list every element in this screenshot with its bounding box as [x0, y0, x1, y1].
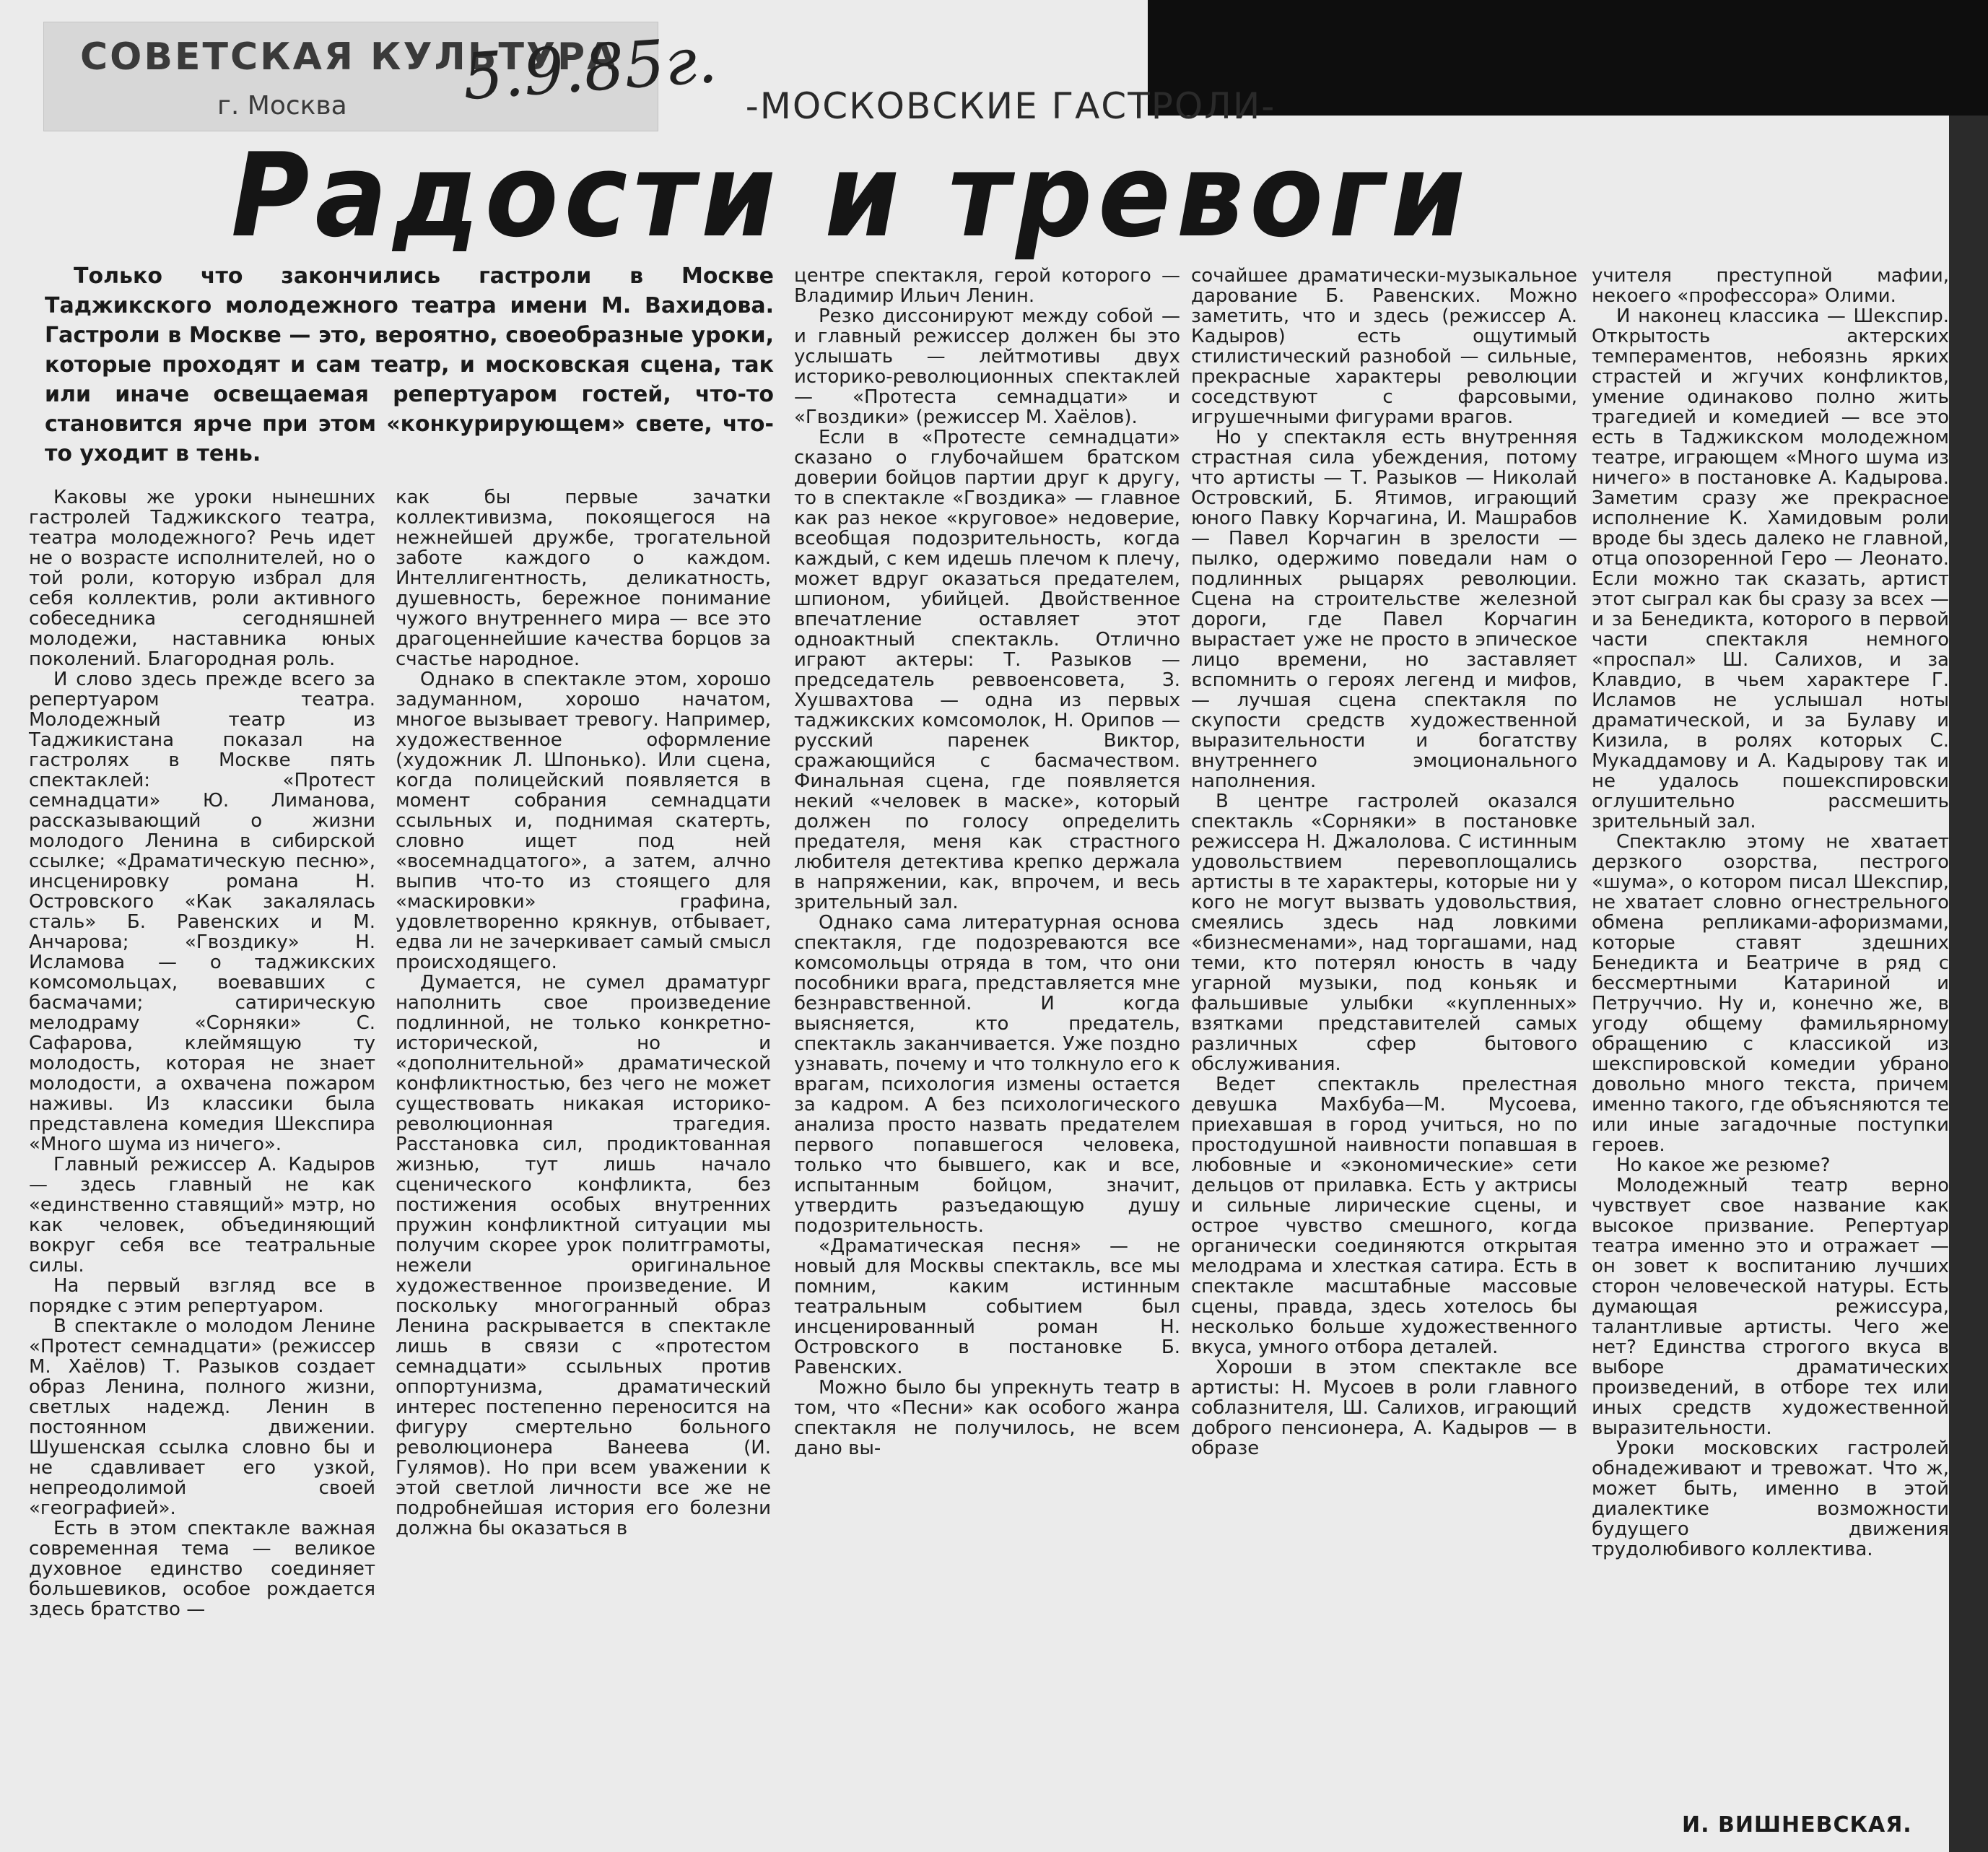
scan-edge	[1949, 116, 1988, 1852]
paragraph: На первый взгляд все в порядке с этим репертуаром.	[29, 1275, 375, 1317]
paragraph: Однако в спектакле этом, хорошо задуманном, хорошо начатом, многое вызывает тревогу. Например, художественное оформление (художник Л. Шпонько). Или сцена, когда полицейский появляется в момент собрания семнадцати ссыльных и, поднимая скатерть, словно ищет под ней «восемнадцатого», а затем, алчно выпив что-то из стоящего для «маскировки» графина, удовлетворенно крякнув, отбывает, едва ли не зачеркивает самый смысл происходящего.	[396, 669, 771, 973]
paragraph: центре спектакля, герой которого — Владимир Ильич Ленин.	[794, 265, 1180, 307]
paragraph: как бы первые зачатки коллективизма, покоящегося на нежнейшей дружбе, трогательной заботе каждого о каждом. Интеллигентность, деликатность, душевность, бережное понимание чужого внутреннего мира — все это драгоценнейшие качества борцов за счастье народное.	[396, 487, 771, 670]
paragraph: Хороши в этом спектакле все артисты: Н. Мусоев в роли главного соблазнителя, Ш. Салихов, играющий доброго пенсионера, А. Кадыров — в образе	[1191, 1357, 1577, 1459]
rubric: -МОСКОВСКИЕ ГАСТРОЛИ-	[745, 85, 1276, 127]
paragraph: Ведет спектакль прелестная девушка Махбуба—М. Мусоева, приехавшая в город учиться, но по простодушной наивности попавшая в любовные и «экономические» сети дельцов от прилавка. Есть у актрисы и сильные лирические сцены, и острое чувство смешного, когда органически соединяются открытая мелодрама и хлесткая сатира. Есть в спектакле масштабные массовые сцены, правда, здесь хотелось бы несколько больше художественного вкуса, умного отбора деталей.	[1191, 1074, 1577, 1358]
paragraph: Спектаклю этому не хватает дерзкого озорства, пестрого «шума», о котором писал Шекспир, не хватает словно огнестрельного обмена репликами-афоризмами, которые ставят здешних Бенедикта и Беатриче в ряд с бессмертными Катариной и Петруччио. Ну и, конечно же, в угоду общему фамильярному обращению с классикой из шекспировской комедии убрано довольно много текста, причем именно такого, где объясняются те или иные загадочные поступки героев.	[1592, 831, 1949, 1156]
lead-paragraph: Только что закончились гастроли в Москве Таджикского молодежного театра имени М. Вахидова. Гастроли в Москве — это, вероятно, своеобразные уроки, которые проходят и сам театр, и московская сцена, так или иначе освещаемая репертуаром гостей, что-то становится ярче при этом «конкурирующем» свете, что-то уходит в тень.	[45, 264, 774, 466]
paragraph: Если в «Протесте семнадцати» сказано о глубочайшем братском доверии бойцов партии друг к другу, то в спектакле «Гвоздика» — главное как раз некое «круговое» недоверие, всеобщая подозрительность, когда каждый, с кем идешь плечом к плечу, может вдруг оказаться предателем, шпионом, убийцей. Двойственное впечатление оставляет этот одноактный спектакль. Отлично играют актеры: Т. Разыков — председатель реввоенсовета, З. Хушвахтова — одна из первых таджикских комсомолок, Н. Орипов — русский паренек Виктор, сражающийся с басмачеством. Финальная сцена, где появляется некий «человек в маске», который должен по голосу определить предателя, меня как страстного любителя детектива крепко держала в напряжении, как, впрочем, и весь зрительный зал.	[794, 427, 1180, 913]
newspaper-city: г. Москва	[217, 91, 347, 121]
paragraph: Главный режиссер А. Кадыров — здесь главный не как «единственно ставящий» мэтр, но как человек, объединяющий вокруг себя все театральные силы.	[29, 1154, 375, 1277]
column-5	[1592, 266, 1949, 1560]
paragraph: Можно было бы упрекнуть театр в том, что «Песни» как особого жанра спектакля не получилось, не всем дано вы-	[794, 1377, 1180, 1459]
column-3	[794, 266, 1180, 1458]
column-1	[29, 487, 375, 1620]
paragraph: учителя преступной мафии, некоего «профессора» Олими.	[1592, 265, 1949, 307]
paragraph: «Драматическая песня» — не новый для Москвы спектакль, все мы помним, каким истинным театральным событием был инсценированный роман Н. Островского в постановке Б. Равенских.	[794, 1235, 1180, 1378]
newspaper-name: СОВЕТСКАЯ КУЛЬТУРА	[80, 35, 619, 79]
paragraph: Есть в этом спектакле важная современная тема — великое духовное единство соединяет большевиков, особое рождается здесь братство —	[29, 1518, 375, 1620]
paragraph: Резко диссонируют между собой — и главный режиссер должен бы это услышать — лейтмотивы двух историко-революционных спектаклей — «Протеста семнадцати» и «Гвоздики» (режиссер М. Хаёлов).	[794, 305, 1180, 428]
paragraph: И наконец классика — Шекспир. Открытость актерских темпераментов, небоязнь ярких страстей и жгучих конфликтов, умение одинаково полно жить трагедией и комедией — все это есть в Таджикском молодежном театре, играющем «Много шума из ничего» в постановке А. Кадырова. Заметим сразу же прекрасное исполнение К. Хамидовым роли вроде бы здесь далеко не главной, отца опозоренной Геро — Леонато. Если можно так сказать, артист этот сыграл как бы сразу за всех — и за Бенедикта, которого в первой части спектакля немного «проспал» Ш. Салихов, и за Клавдио, в чьем характере Г. Исламов не услышал ноты драматической, и за Булаву и Кизила, в ролях которых С. Мукаддамову и А. Кадырову так и не удалось пошекспировски оглушительно рассмешить зрительный зал.	[1592, 305, 1949, 832]
headline: Радости и тревоги	[231, 129, 1471, 263]
column-4	[1191, 266, 1577, 1458]
paragraph: Уроки московских гастролей обнадеживают и тревожат. Что ж, может быть, именно в этой диалектике возможности будущего движения трудолюбивого коллектива.	[1592, 1438, 1949, 1560]
paragraph: Но какое же резюме?	[1616, 1155, 1831, 1176]
paragraph: И слово здесь прежде всего за репертуаром театра. Молодежный театр из Таджикистана показал на гастролях в Москве пять спектаклей: «Протест семнадцати» Ю. Лиманова, рассказывающий о жизни молодого Ленина в сибирской ссылке; «Драматическую песню», инсценировку романа Н. Островского «Как закалялась сталь» Б. Равенских и М. Анчарова; «Гвоздику» Н. Исламова — о таджикских комсомольцах, воевавших с басмачами; сатирическую мелодраму «Сорняки» С. Сафарова, клеймящую ту молодость, которая не знает молодости, а охвачена пожаром наживы. Из классики была представлена комедия Шекспира «Много шума из ничего».	[29, 669, 375, 1155]
paragraph: Молодежный театр верно чувствует свое название как высокое призвание. Репертуар театра именно это и отражает — он зовет к воспитанию лучших сторон человеческой натуры. Есть думающая режиссура, талантливые артисты. Чего же нет? Единства строгого вкуса в выборе драматических произведений, в отборе тех или иных средств художественной выразительности.	[1592, 1175, 1949, 1439]
paragraph: Думается, не сумел драматург наполнить свое произведение подлинной, не только конкретно-исторической, но и «дополнительной» драматической конфликтностью, без чего не может существовать никакая историко-революционная трагедия. Расстановка сил, продиктованная жизнью, тут лишь начало сценического конфликта, без постижения особых внутренних пружин конфликтной ситуации мы получим скорее урок политграмоты, нежели оригинальное художественное произведение. И поскольку многогранный образ Ленина раскрывается в спектакле лишь в связи с «протестом семнадцати» ссыльных против оппортунизма, драматический интерес постепенно переносится на фигуру смертельно больного революционера Ванеева (И. Гулямов). Но при всем уважении к этой светлой личности все же не подробнейшая история его болезни должна бы оказаться в	[396, 972, 771, 1539]
author-signature: И. ВИШНЕВСКАЯ.	[1682, 1812, 1912, 1838]
paragraph: Однако сама литературная основа спектакля, где подозреваются все комсомольцы отряда в том, что они пособники врага, представляется мне безнравственной. И когда выясняется, кто предатель, спектакль заканчивается. Уже поздно узнавать, почему и что толкнуло его к врагам, психология измены остается за кадром. А без психологического анализа просто назвать предателем первого попавшегося человека, только что бывшего, как и все, испытанным бойцом, значит, утвердить разъедающую душу подозрительность.	[794, 912, 1180, 1237]
paragraph: В центре гастролей оказался спектакль «Сорняки» в постановке режиссера Н. Джалолова. С истинным удовольствием перевоплощались артисты в те характеры, которые ни у кого не могут вызвать удовольствия, смеялись здесь над ловкими «бизнесменами», над торгашами, над теми, кто потерял юность в чаду угарной музыки, под коньяк и фальшивые улыбки «купленных» взятками представителей самых различных сфер бытового обслуживания.	[1191, 791, 1577, 1075]
source-stamp	[43, 22, 720, 131]
paragraph: Но у спектакля есть внутренняя страстная сила убеждения, потому что артисты — Т. Разыков — Николай Островский, Б. Ятимов, играющий юного Павку Корчагина, И. Машрабов — Павел Корчагин в зрелости — пылко, одержимо поведали нам о подлинных рыцарях революции. Сцена на строительстве железной дороги, где Павел Корчагин вырастает уже не просто в эпическое лицо времени, но заставляет вспомнить о героях легенд и мифов,— лучшая сцена спектакля по скупости средств художественной выразительности и богатству внутреннего эмоционального наполнения.	[1191, 427, 1577, 792]
paragraph: Каковы же уроки нынешних гастролей Таджикского театра, театра молодежного? Речь идет не о возрасте исполнителей, но о той роли, которую избрал для себя коллектив, роли активного собеседника сегодняшней молодежи, наставника юных поколений. Благородная роль.	[29, 487, 375, 670]
column-2	[396, 487, 771, 1539]
handwritten-date: 5.9.85г.	[460, 22, 720, 115]
paragraph: сочайшее драматически-музыкальное дарование Б. Равенских. Можно заметить, что и здесь (режиссер А. Кадыров) есть ощутимый стилистический разнобой — сильные, прекрасные характеры революции соседствуют с фарсовыми, игрушечными фигурами врагов.	[1191, 265, 1577, 428]
paragraph: В спектакле о молодом Ленине «Протест семнадцати» (режиссер М. Хаёлов) Т. Разыков создает образ Ленина, полного жизни, светлых надежд. Ленин в постоянном движении. Шушенская ссылка словно бы и не сдавливает его узкой, непреодолимой своей «географией».	[29, 1316, 375, 1519]
